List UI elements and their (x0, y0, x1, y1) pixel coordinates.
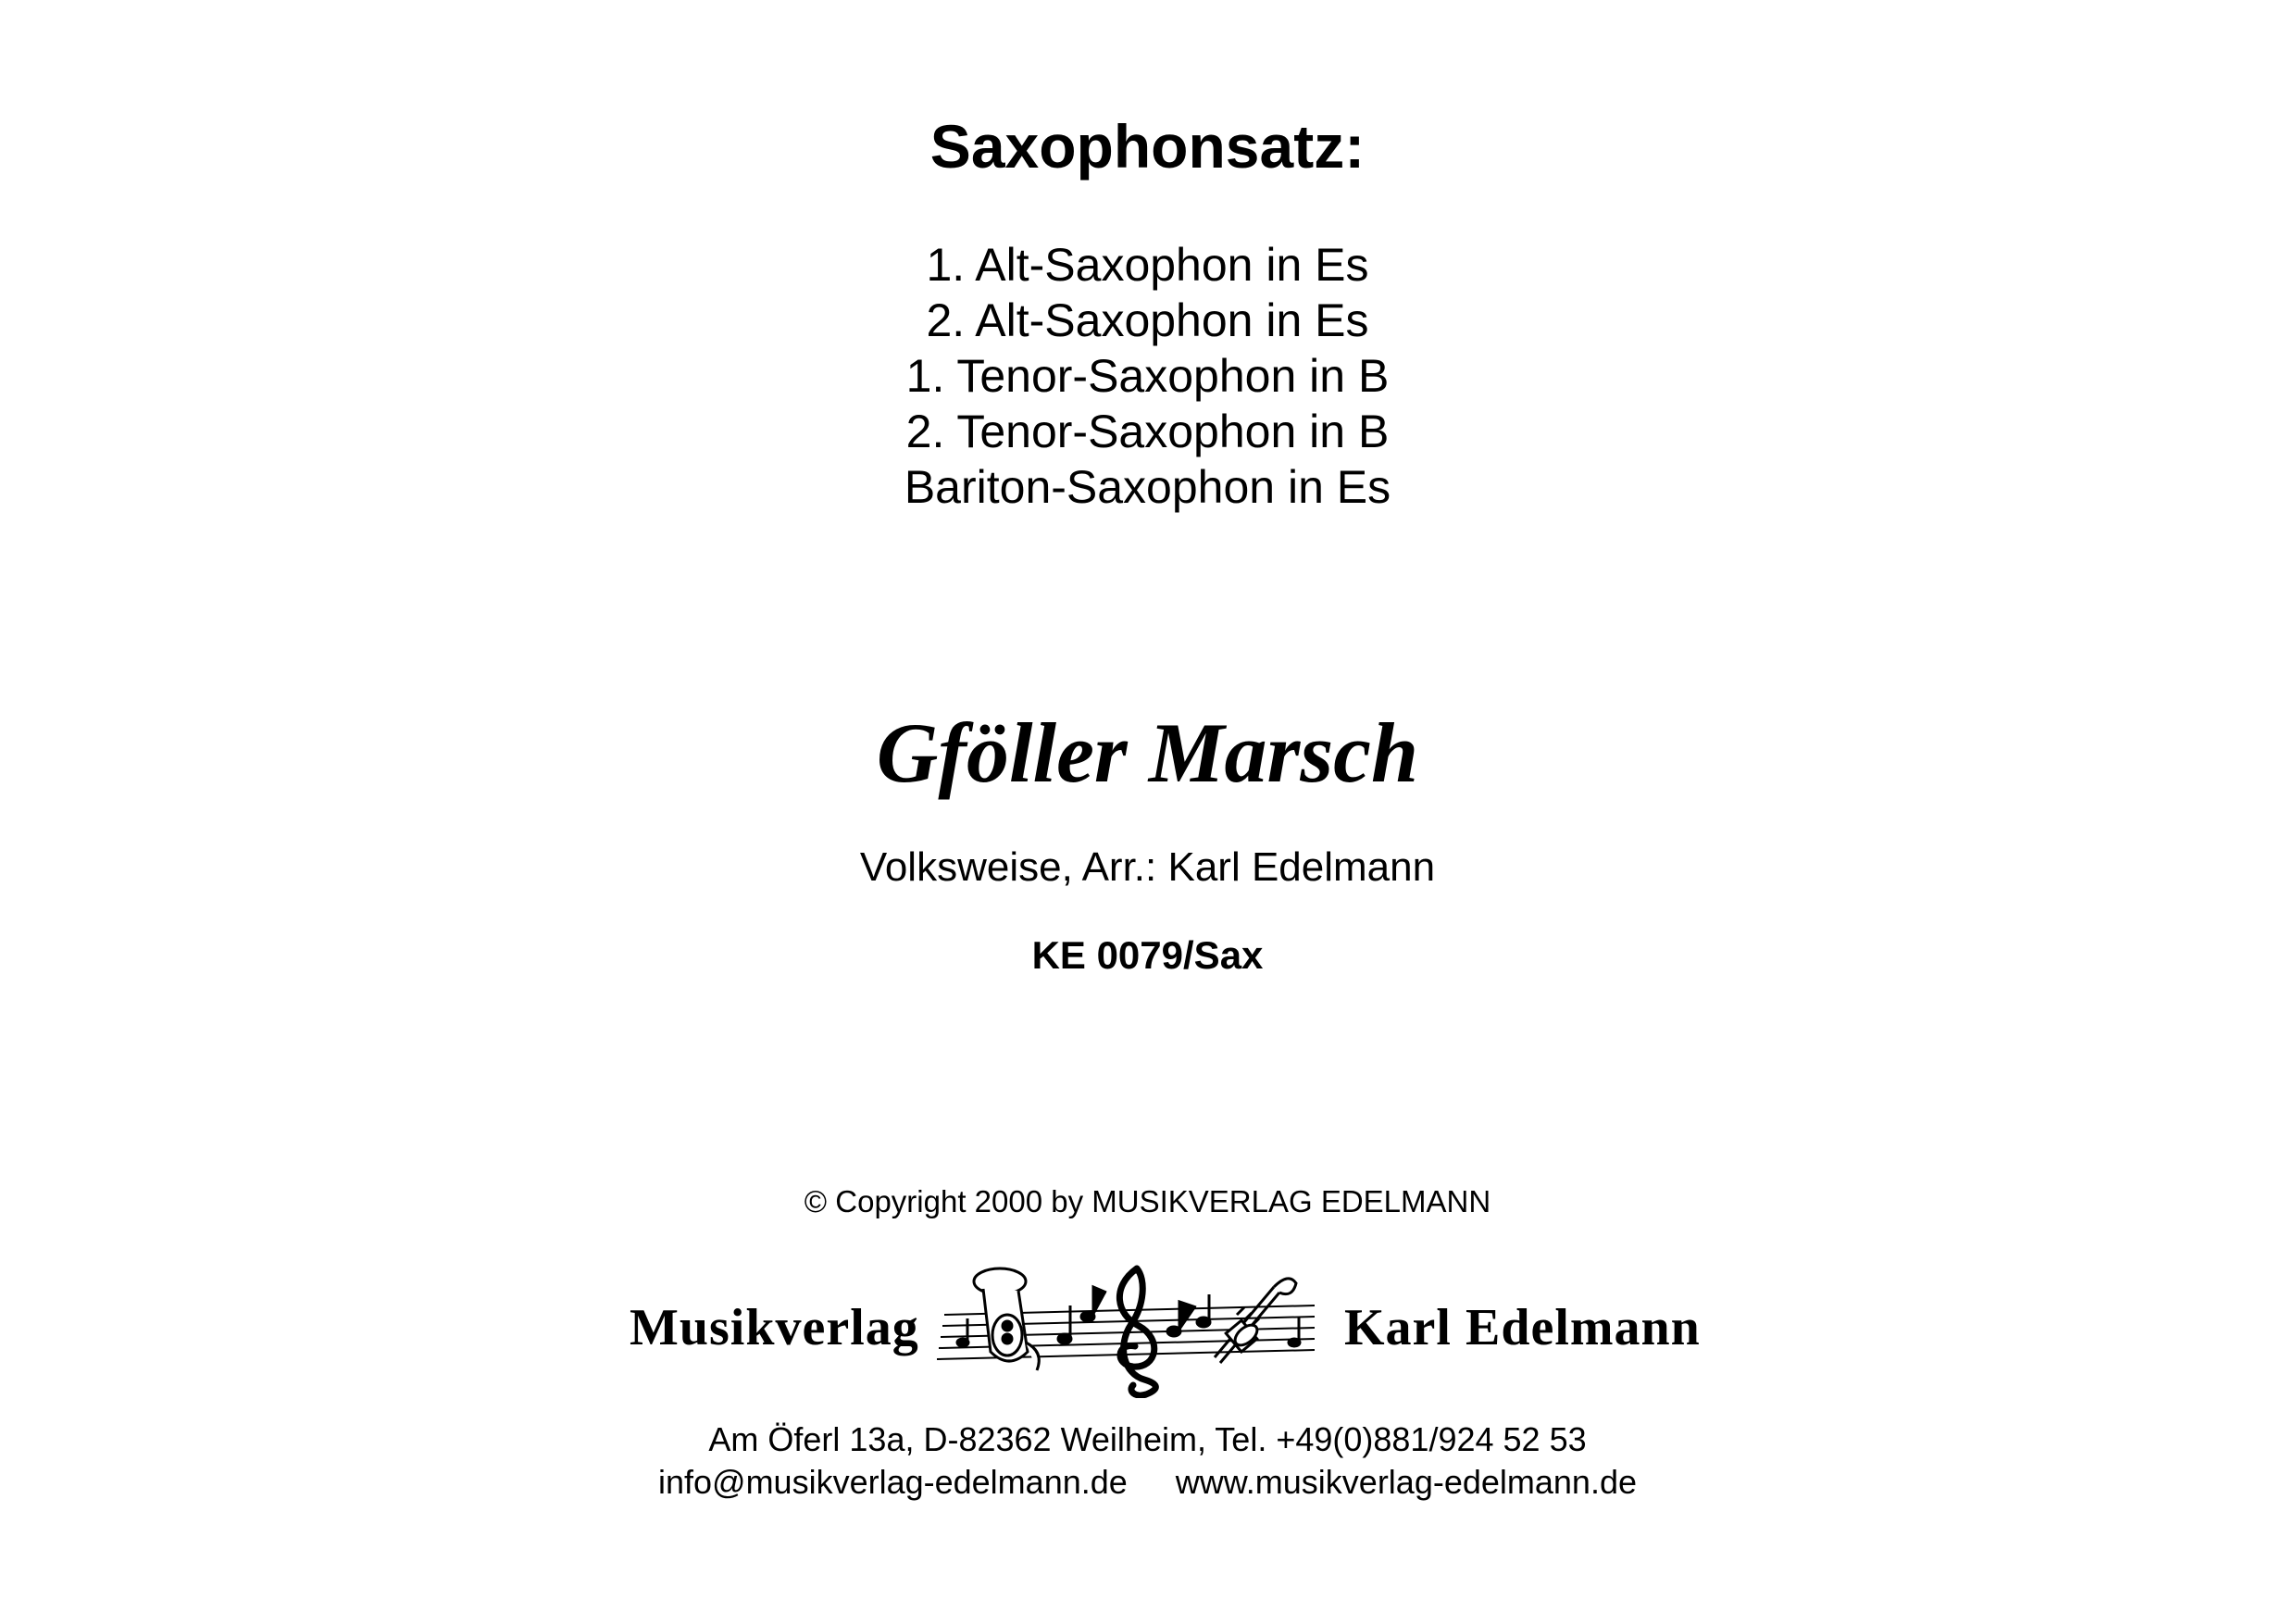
instrument-item: 2. Tenor-Saxophon in B (905, 406, 1390, 457)
website-link[interactable]: www.musikverlag-edelmann.de (1175, 1463, 1637, 1501)
piece-title: Gföller Marsch (876, 706, 1419, 800)
instrument-list (0, 237, 2295, 515)
instrument-item: 1. Alt-Saxophon in Es (926, 239, 1369, 291)
ensemble-heading: Saxophonsatz: (929, 112, 1366, 181)
copyright-notice: © Copyright 2000 by MUSIKVERLAG EDELMANN (804, 1184, 1491, 1218)
music-instruments-logo-icon (926, 1250, 1333, 1398)
publisher-logo-left-text: Musikverlag (630, 1299, 919, 1356)
publisher-logo (0, 1250, 2295, 1398)
instrument-item: Bariton-Saxophon in Es (904, 461, 1391, 513)
catalog-number: KE 0079/Sax (1031, 933, 1264, 977)
publisher-contact (0, 1461, 2295, 1504)
publisher-logo-right-text: Karl Edelmann (1344, 1299, 1701, 1356)
publisher-address: Am Öferl 13a, D-82362 Weilheim, Tel. +49(0)881/924 52 53 (708, 1420, 1587, 1458)
instrument-item: 2. Alt-Saxophon in Es (926, 294, 1369, 346)
composer-line: Volksweise, Arr.: Karl Edelmann (859, 844, 1436, 890)
email-link[interactable]: info@musikverlag-edelmann.de (657, 1463, 1128, 1501)
instrument-item: 1. Tenor-Saxophon in B (905, 350, 1390, 402)
